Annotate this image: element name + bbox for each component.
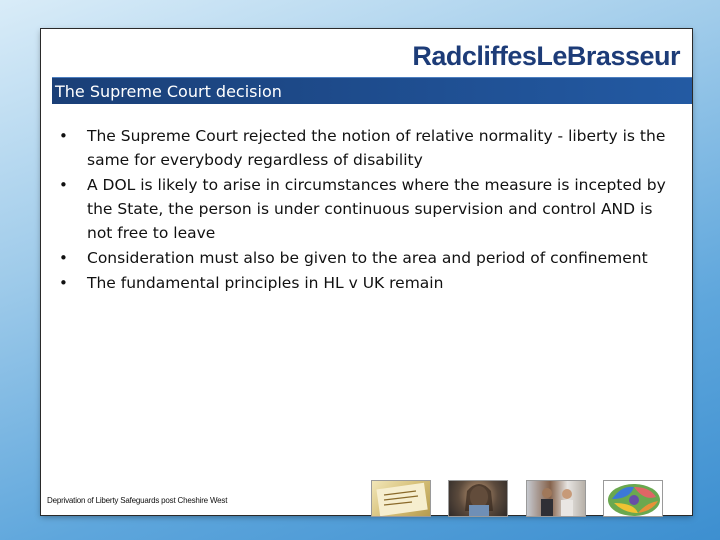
bullet-item: • The Supreme Court rejected the notion of relative normality - liberty is the same for everybody regardless of disability xyxy=(57,124,677,172)
bullet-dot-icon: • xyxy=(59,249,68,267)
title-bar xyxy=(52,77,692,104)
bullet-list xyxy=(57,124,677,296)
footer-text: Deprivation of Liberty Safeguards post Cheshire West xyxy=(47,496,228,505)
bullet-dot-icon: • xyxy=(59,176,68,194)
bullet-item: • A DOL is likely to arise in circumstances where the measure is incepted by the State, the person is under continuous supervision and control AND is not free to leave xyxy=(57,173,677,245)
slide-title: The Supreme Court decision xyxy=(55,82,282,101)
slide xyxy=(41,29,692,515)
distressed-woman-photo xyxy=(448,480,508,517)
bullet-item: • The fundamental principles in HL v UK remain xyxy=(57,271,677,295)
document-photo xyxy=(371,480,431,517)
company-logo: RadcliffesLeBrasseur xyxy=(412,41,680,71)
consultation-photo xyxy=(526,480,586,517)
brain-scan-photo xyxy=(603,480,663,517)
bullet-dot-icon: • xyxy=(59,127,68,145)
bullet-dot-icon: • xyxy=(59,274,68,292)
bullet-item: • Consideration must also be given to the area and period of confinement xyxy=(57,246,677,270)
